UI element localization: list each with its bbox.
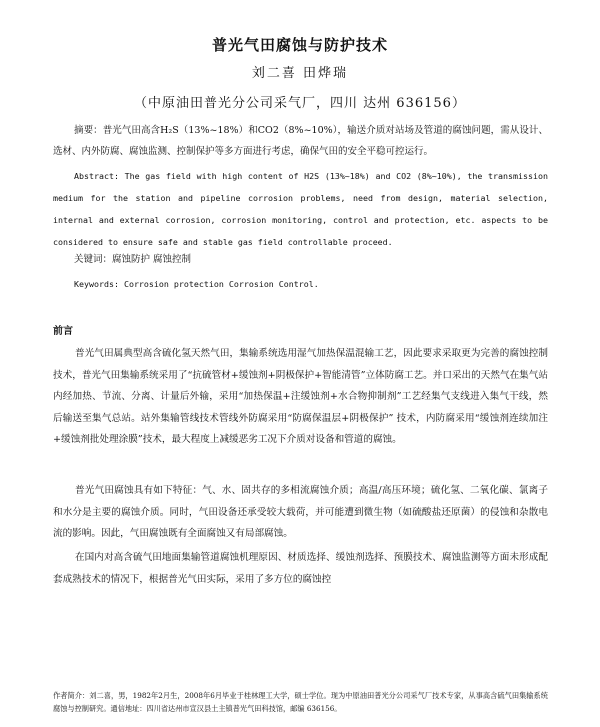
section-heading-preface: 前言 <box>53 326 73 337</box>
body-paragraph-1: 普光气田属典型高含硫化氢天然气田，集输系统选用湿气加热保温混输工艺，因此要求采取更为完善的腐蚀控制技术，普光气田集输系统采用了“抗硫管材+缓蚀剂+阴极保护+智能清管”立体防腐工艺。并口采出的天然气在集气站内经加热、节流、分离、计量后外输，采用“加热保温+注缓蚀剂+水合物抑制剂”工艺经集气支线进入集气干线，然后输送至集气总站。站外集输管线技术管线外防腐采用“防腐保温层+阴极保护” 技术，内防腐采用“缓蚀剂连续加注+缓蚀剂批处理涂膜”技术，最大程度上减缓恶劣工况下介质对设备和管道的腐蚀。 <box>53 348 548 445</box>
author-line: 刘二喜 田烨瑞 <box>251 66 349 81</box>
abstract-english: Abstract: The gas field with high content of H2S (13%~18%) and CO2 (8%~10%), the transmission medium for the station and pipeline corrosion problems, need from design, material selection, internal and external corrosion, corrosion monitoring, control and protection, etc. aspects to be considered to ensure safe and stable gas field controllable proceed. <box>53 171 548 247</box>
affiliation-line: （中原油田普光分公司采气厂，四川 达州 636156） <box>134 96 466 111</box>
abstract-chinese: 摘要：普光气田高含H₂S（13%~18%）和CO2（8%~10%），输送介质对站场及管道的腐蚀问题，需从设计、选材、内外防腐、腐蚀监测、控制保护等多方面进行考虑，确保气田的安全平稳可控运行。 <box>53 125 548 157</box>
keywords-chinese: 关键词：腐蚀防护 腐蚀控制 <box>74 254 192 265</box>
author-footnote: 作者简介：刘二喜，男，1982年2月生，2008年6月毕业于桂林理工大学，硕士学位。现为中原油田普光分公司采气厂技术专家，从事高含硫气田集输系统腐蚀与控制研究。通信地址：四川省达州市宣汉县土主镇普光气田科技馆，邮编 636156。 <box>53 691 548 713</box>
paper-title: 普光气田腐蚀与防护技术 <box>211 36 388 54</box>
keywords-english: Keywords: Corrosion protection Corrosion Control. <box>74 279 319 289</box>
body-paragraph-2: 普光气田腐蚀具有如下特征：气、水、固共存的多相流腐蚀介质；高温/高压环境；硫化氢、二氧化碳、氯离子和水分是主要的腐蚀介质。同时，气田设备还承受较大载荷，并可能遭到微生物（如硫酸盐还原菌）的侵蚀和杂散电流的影响。因此，气田腐蚀既有全面腐蚀又有局部腐蚀。 <box>53 485 548 539</box>
body-paragraph-3: 在国内对高含硫气田地面集输管道腐蚀机理原因、材质选择、缓蚀剂选择、预膜技术、腐蚀监测等方面未形成配套成熟技术的情况下，根据普光气田实际，采用了多方位的腐蚀控 <box>53 552 548 585</box>
